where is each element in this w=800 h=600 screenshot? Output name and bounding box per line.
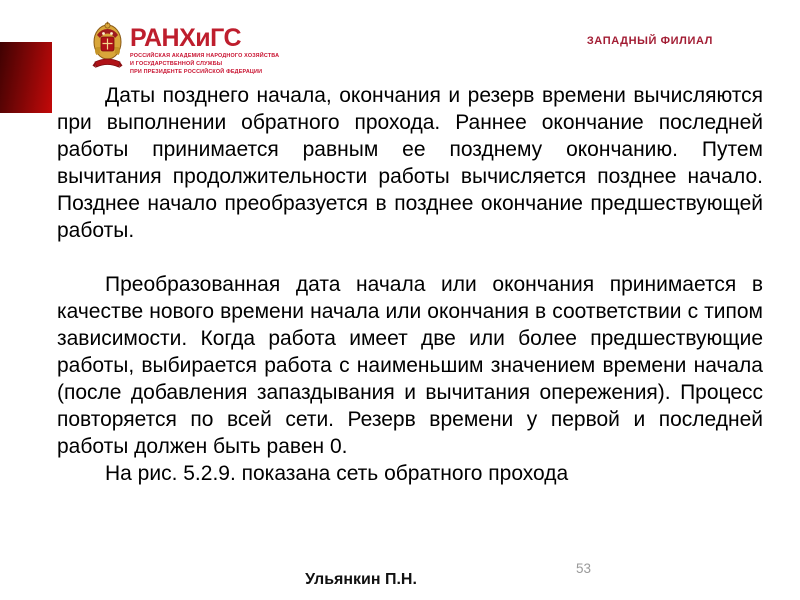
logo-subtitle-line-1: РОССИЙСКАЯ АКАДЕМИЯ НАРОДНОГО ХОЗЯЙСТВА — [130, 53, 280, 59]
footer-author: Ульянкин П.Н. — [305, 571, 417, 588]
branch-label: ЗАПАДНЫЙ ФИЛИАЛ — [586, 35, 713, 47]
ranepa-logo — [91, 21, 279, 76]
logo-subtitle-line-3: ПРИ ПРЕЗИДЕНТЕ РОССИЙСКОЙ ФЕДЕРАЦИИ — [130, 69, 263, 76]
logo-acronym: РАНХиГС — [130, 24, 242, 52]
paragraph-backward-pass: Даты позднего начала, окончания и резерв времени вычисляются при выполнении обратного прохода. Раннее окончание последней работы принимается равным ее позднему окончанию. Путем вычитания продолжительности работы вычисляется позднее начало. Позднее начало преобразуется в позднее окончание предшествующей работы. — [57, 84, 763, 242]
left-accent-bar — [0, 42, 52, 113]
ranepa-emblem-icon — [91, 21, 124, 73]
paragraph-converted-date: Преобразованная дата начала или окончания принимается в качестве нового времени начала или окончания в соответствии с типом зависимости. Когда работа имеет две или более предшествующие работы, выбирается работа с наименьшим значением времени начала (после добавления запаздывания и вычитания опережения). Процесс повторяется по всей сети. Резерв времени у первой и последней работы должен быть равен 0. — [57, 273, 763, 458]
paragraph-figure-reference: На рис. 5.2.9. показана сеть обратного прохода — [105, 462, 569, 485]
page-number: 53 — [576, 561, 592, 576]
slide-body-text — [57, 82, 763, 487]
logo-subtitle-line-2: И ГОСУДАРСТВЕННОЙ СЛУЖБЫ — [130, 61, 223, 68]
logo-text-block — [130, 21, 279, 76]
